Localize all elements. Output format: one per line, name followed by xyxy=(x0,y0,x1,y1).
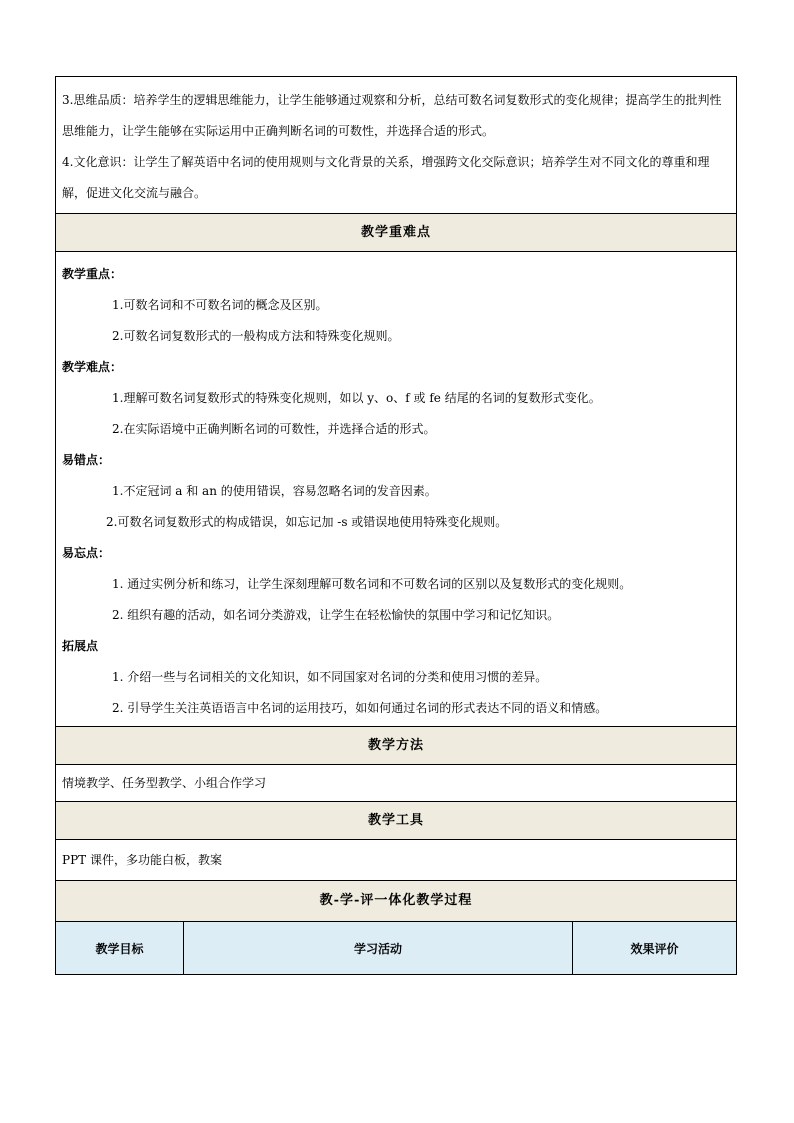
extend-label: 拓展点 xyxy=(62,639,99,653)
error-label: 易错点： xyxy=(62,453,111,467)
difficult-label: 教学难点： xyxy=(62,360,123,374)
method-header: 教学方法 xyxy=(56,726,736,765)
process-header: 教-学-评一体化教学过程 xyxy=(56,880,736,921)
column-header-objective: 教学目标 xyxy=(56,922,184,974)
difficult-item: 1.理解可数名词复数形式的特殊变化规则，如以 y、o、f 或 fe 结尾的名词的复数形式变化。 xyxy=(112,391,601,405)
intro-section xyxy=(56,77,736,213)
extend-item: 2. 引导学生关注英语语言中名词的运用技巧，如如何通过名词的形式表达不同的语义和情感。 xyxy=(112,701,608,715)
focus-item: 2.可数名词复数形式的一般构成方法和特殊变化规则。 xyxy=(112,329,400,343)
error-item: 1.不定冠词 a 和 an 的使用错误，容易忽略名词的发音因素。 xyxy=(112,484,437,498)
key-difficult-header: 教学重难点 xyxy=(56,213,736,252)
difficult-item: 2.在实际语境中正确判断名词的可数性，并选择合适的形式。 xyxy=(112,422,436,436)
extend-item: 1. 介绍一些与名词相关的文化知识，如不同国家对名词的分类和使用习惯的差异。 xyxy=(112,670,548,684)
cultural-awareness-paragraph: 4.文化意识：让学生了解英语中名词的使用规则与文化背景的关系，增强跨文化交际意识；培养学生对不同文化的尊重和理解，促进文化交流与融合。 xyxy=(62,155,710,200)
column-header-evaluation: 效果评价 xyxy=(573,922,736,974)
tools-text: PPT 课件，多功能白板，教案 xyxy=(62,853,222,867)
column-header-activity: 学习活动 xyxy=(184,922,573,974)
forget-item: 2. 组织有趣的活动，如名词分类游戏，让学生在轻松愉快的氛围中学习和记忆知识。 xyxy=(112,608,560,622)
process-column-row xyxy=(56,921,736,974)
tools-header: 教学工具 xyxy=(56,801,736,840)
thinking-quality-paragraph: 3.思维品质：培养学生的逻辑思维能力，让学生能够通过观察和分析，总结可数名词复数形式的变化规律；提高学生的批判性思维能力，让学生能够在实际运用中正确判断名词的可数性，并选择合适的形式。 xyxy=(62,93,722,138)
focus-item: 1.可数名词和不可数名词的概念及区别。 xyxy=(112,298,328,312)
focus-label: 教学重点： xyxy=(62,267,123,281)
method-text: 情境教学、任务型教学、小组合作学习 xyxy=(62,776,267,790)
key-difficult-section xyxy=(56,252,736,726)
forget-label: 易忘点： xyxy=(62,546,111,560)
forget-item: 1. 通过实例分析和练习，让学生深刻理解可数名词和不可数名词的区别以及复数形式的变化规则。 xyxy=(112,577,632,591)
error-item: 2.可数名词复数形式的构成错误，如忘记加 -s 或错误地使用特殊变化规则。 xyxy=(106,515,508,529)
lesson-plan-table xyxy=(55,76,737,975)
